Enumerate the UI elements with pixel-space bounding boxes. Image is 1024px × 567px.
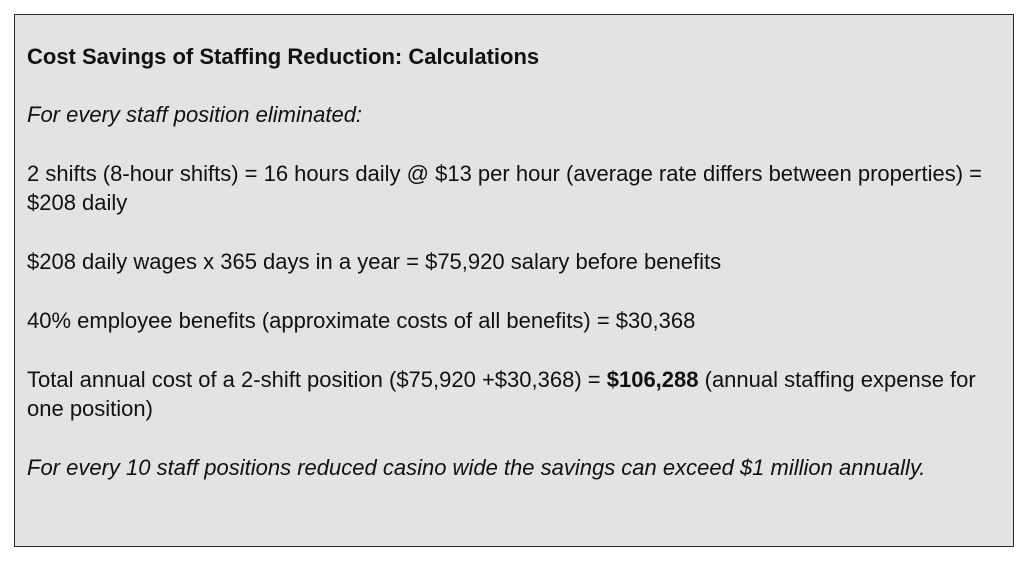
calculation-content <box>27 42 997 512</box>
benefits-calculation: 40% employee benefits (approximate costs of all benefits) = $30,368 <box>27 308 696 333</box>
salary-calculation: $208 daily wages x 365 days in a year = $75,920 salary before benefits <box>27 249 722 274</box>
total-suffix: (annual staffing expense for one position) <box>27 367 976 421</box>
calculation-box <box>14 14 1014 547</box>
intro-text: For every staff position eliminated: <box>27 102 363 127</box>
total-prefix: Total annual cost of a 2-shift position ($75,920 +$30,368) = <box>27 367 607 392</box>
conclusion-text: For every 10 staff positions reduced casino wide the savings can exceed $1 million annually. <box>27 455 926 480</box>
total-calculation <box>27 365 997 423</box>
total-amount: $106,288 <box>606 367 699 392</box>
box-title: Cost Savings of Staffing Reduction: Calculations <box>27 44 540 69</box>
shifts-calculation: 2 shifts (8-hour shifts) = 16 hours daily @ $13 per hour (average rate differs between properties) = $208 daily <box>27 161 982 215</box>
